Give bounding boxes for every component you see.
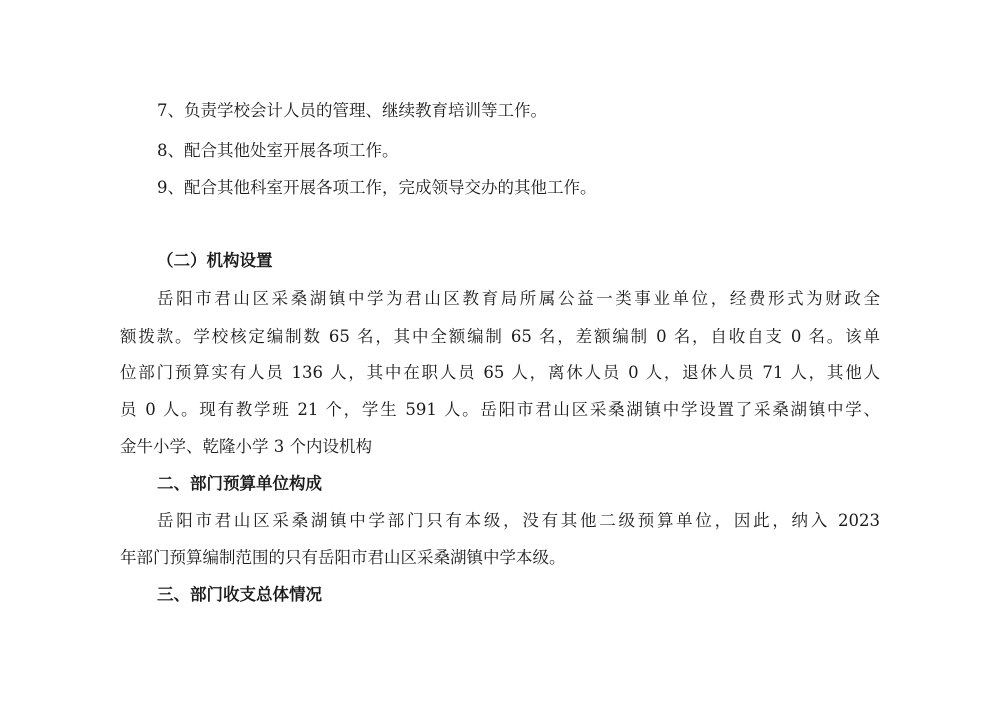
paragraph-line: 位部门预算实有人员 136 人，其中在职人员 65 人，离休人员 0 人，退休人员 71 人，其他人 <box>120 363 880 382</box>
paragraph-line: 金牛小学、乾隆小学 3 个内设机构 <box>120 437 372 456</box>
paragraph-line: 额拨款。学校核定编制数 65 名，其中全额编制 65 名，差额编制 0 名，自收自支 0 名。该单 <box>120 327 880 346</box>
duty-item-8: 8、配合其他处室开展各项工作。 <box>157 141 399 160</box>
section-heading-overall: 三、部门收支总体情况 <box>157 585 322 604</box>
duty-item-9: 9、配合其他科室开展各项工作，完成领导交办的其他工作。 <box>157 178 597 197</box>
duty-item-7: 7、负责学校会计人员的管理、继续教育培训等工作。 <box>157 101 547 120</box>
paragraph-line: 岳阳市君山区采桑湖镇中学为君山区教育局所属公益一类事业单位，经费形式为财政全 <box>157 289 880 308</box>
paragraph-line: 员 0 人。现有教学班 21 个，学生 591 人。岳阳市君山区采桑湖镇中学设置了采桑湖镇中学、 <box>120 400 880 419</box>
section-heading-budget-units: 二、部门预算单位构成 <box>157 474 322 493</box>
paragraph-line: 岳阳市君山区采桑湖镇中学部门只有本级，没有其他二级预算单位，因此，纳入 2023 <box>157 511 880 530</box>
paragraph-line: 年部门预算编制范围的只有岳阳市君山区采桑湖镇中学本级。 <box>120 548 566 567</box>
section-heading-org-setup: （二）机构设置 <box>157 251 273 270</box>
